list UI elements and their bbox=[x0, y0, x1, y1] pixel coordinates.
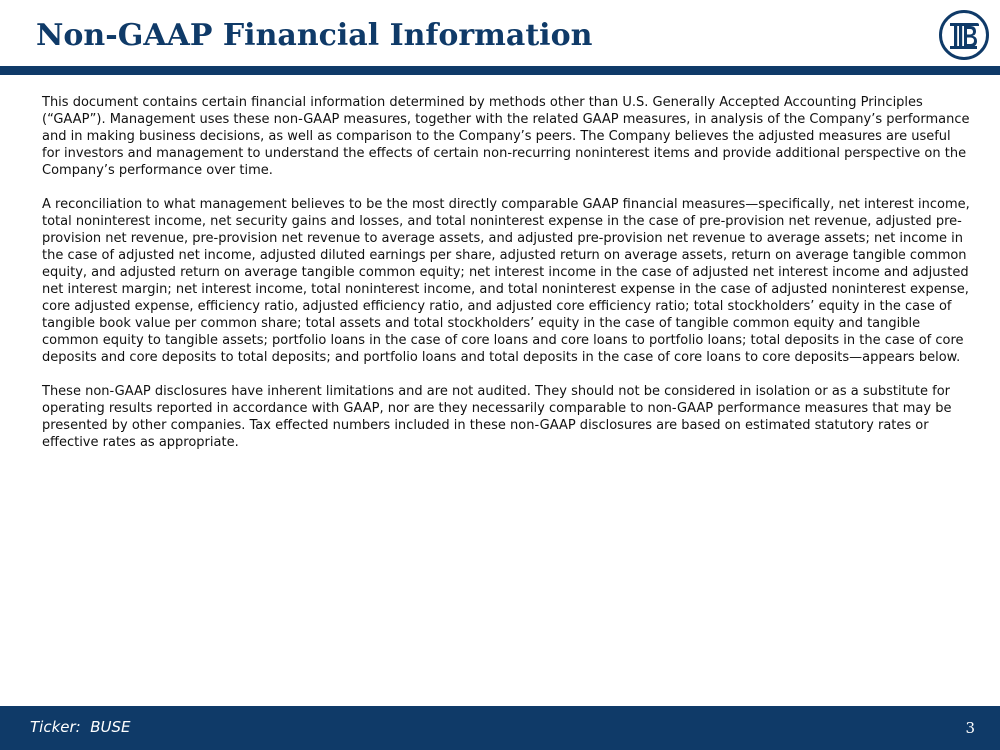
paragraph-intro: This document contains certain financial information determined by methods other than U.S. Generally Accepted Accounting Principles (“GAAP”). Management uses these non-GAAP measures, together with the related GAAP measures, in analysis of the Company’s performance and in making business decisions, as well as comparison to the Company’s peers. The Company believes the adjusted measures are useful for investors and management to understand the effects of certain non-recurring noninterest items and provide additional perspective on the Company’s performance over time. bbox=[42, 95, 970, 178]
first-busey-logo-icon bbox=[938, 9, 990, 61]
footer-bar bbox=[0, 706, 1000, 750]
ticker-label: Ticker: BUSE bbox=[30, 718, 131, 736]
paragraph-reconciliation: A reconciliation to what management believes to be the most directly comparable GAAP financial measures—specifically, net interest income, total noninterest income, net security gains and losses, and total noninterest expense in the case of pre-provision net revenue, adjusted pre-provision net revenue, pre-provision net revenue to average assets, and adjusted pre-provision net revenue to average assets; net income in the case of adjusted net income, adjusted diluted earnings per share, adjusted return on average assets, return on average tangible common equity, and adjusted return on average tangible common equity; net interest income in the case of adjusted net interest income and adjusted net interest margin; net interest income, total noninterest income, and total noninterest expense in the case of adjusted noninterest expense, core adjusted expense, efficiency ratio, adjusted efficiency ratio, and adjusted core efficiency ratio; total stockholders’ equity in the case of tangible book value per common share; total assets and total stockholders’ equity in the case of tangible common equity and tangible common equity to tangible assets; portfolio loans in the case of core loans and core loans to portfolio loans; total deposits in the case of core deposits and core deposits to total deposits; and portfolio loans and total deposits in the case of core loans to core deposits—appears below. bbox=[42, 197, 970, 365]
page-number: 3 bbox=[965, 719, 975, 737]
header-rule bbox=[0, 66, 1000, 75]
page-title: Non-GAAP Financial Information bbox=[36, 18, 593, 53]
paragraph-limitations: These non-GAAP disclosures have inherent limitations and are not audited. They should not be considered in isolation or as a substitute for operating results reported in accordance with GAAP, nor are they necessarily comparable to non-GAAP performance measures that may be presented by other companies. Tax effected numbers included in these non-GAAP disclosures are based on estimated statutory rates or effective rates as appropriate. bbox=[42, 384, 952, 450]
disclosure-text bbox=[42, 94, 970, 468]
